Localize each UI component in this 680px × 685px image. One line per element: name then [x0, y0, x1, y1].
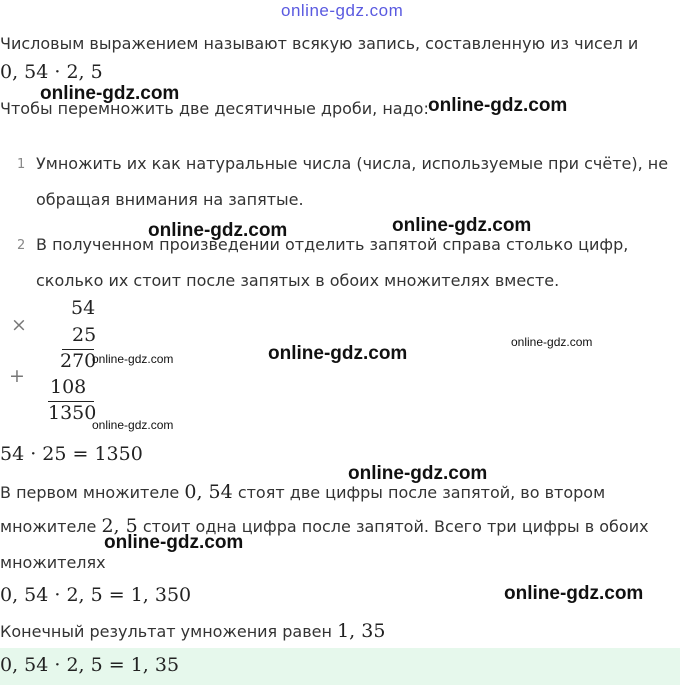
column-result: 1350 — [48, 402, 97, 424]
explanation-value: 0, 54 — [184, 481, 233, 503]
final-value: 1, 35 — [337, 620, 386, 642]
step-text: Умножить их как натуральные числа (числа, используемые при счёте), не — [36, 154, 669, 173]
watermark-3: online-gdz.com — [148, 220, 288, 241]
explanation-text: множителе — [0, 517, 97, 536]
explanation-text: стоят две цифры после запятой, во втором — [237, 483, 606, 502]
watermark-small-3: online-gdz.com — [511, 335, 593, 349]
final-text: Конечный результат умножения равен — [0, 622, 332, 641]
equation-with-comma: 0, 54 · 2, 5 = 1, 350 — [0, 584, 192, 606]
answer: 0, 54 · 2, 5 = 1, 35 — [0, 654, 180, 676]
step-text: В полученном произведении отделить запятой справа столько цифр, — [36, 235, 629, 254]
explanation-line3: множителях — [0, 553, 106, 572]
expression: 0, 54 · 2, 5 — [0, 61, 103, 83]
watermark-2: online-gdz.com — [428, 95, 568, 116]
step-number: 2 — [17, 238, 26, 253]
final-line — [0, 620, 385, 642]
watermark-6: online-gdz.com — [348, 463, 488, 484]
explanation-text: стоит одна цифра после запятой. Всего три цифры в обоих — [142, 517, 649, 536]
explanation-line2 — [0, 515, 649, 537]
plus-sign: + — [9, 365, 25, 387]
times-sign: × — [11, 314, 27, 336]
step-text: сколько их стоит после запятых в обоих множителях вместе. — [36, 271, 560, 290]
watermark-small-2: online-gdz.com — [92, 418, 174, 432]
watermark-8: online-gdz.com — [504, 583, 644, 604]
explanation-text: В первом множителе — [0, 483, 180, 502]
intro-text: Числовым выражением называют всякую запись, составленную из чисел и — [0, 34, 639, 53]
step-number: 1 — [17, 157, 26, 172]
product-equation: 54 · 25 = 1350 — [0, 443, 143, 465]
partial-product: 108 — [50, 376, 87, 398]
partial-product: 270 — [60, 350, 97, 372]
explanation-line1 — [0, 481, 605, 503]
watermark-4: online-gdz.com — [392, 215, 532, 236]
watermark-1: online-gdz.com — [40, 83, 180, 104]
multiplicand: 54 — [71, 297, 96, 319]
watermark-5: online-gdz.com — [268, 343, 408, 364]
watermark-top: online-gdz.com — [281, 1, 404, 20]
watermark-7: online-gdz.com — [104, 532, 244, 553]
step-text: обращая внимания на запятые. — [36, 190, 304, 209]
rule-intro: Чтобы перемножить две десятичные дроби, надо: — [0, 99, 429, 118]
watermark-small-1: online-gdz.com — [92, 352, 174, 366]
multiplier: 25 — [72, 324, 97, 346]
explanation-value: 2, 5 — [101, 515, 138, 537]
